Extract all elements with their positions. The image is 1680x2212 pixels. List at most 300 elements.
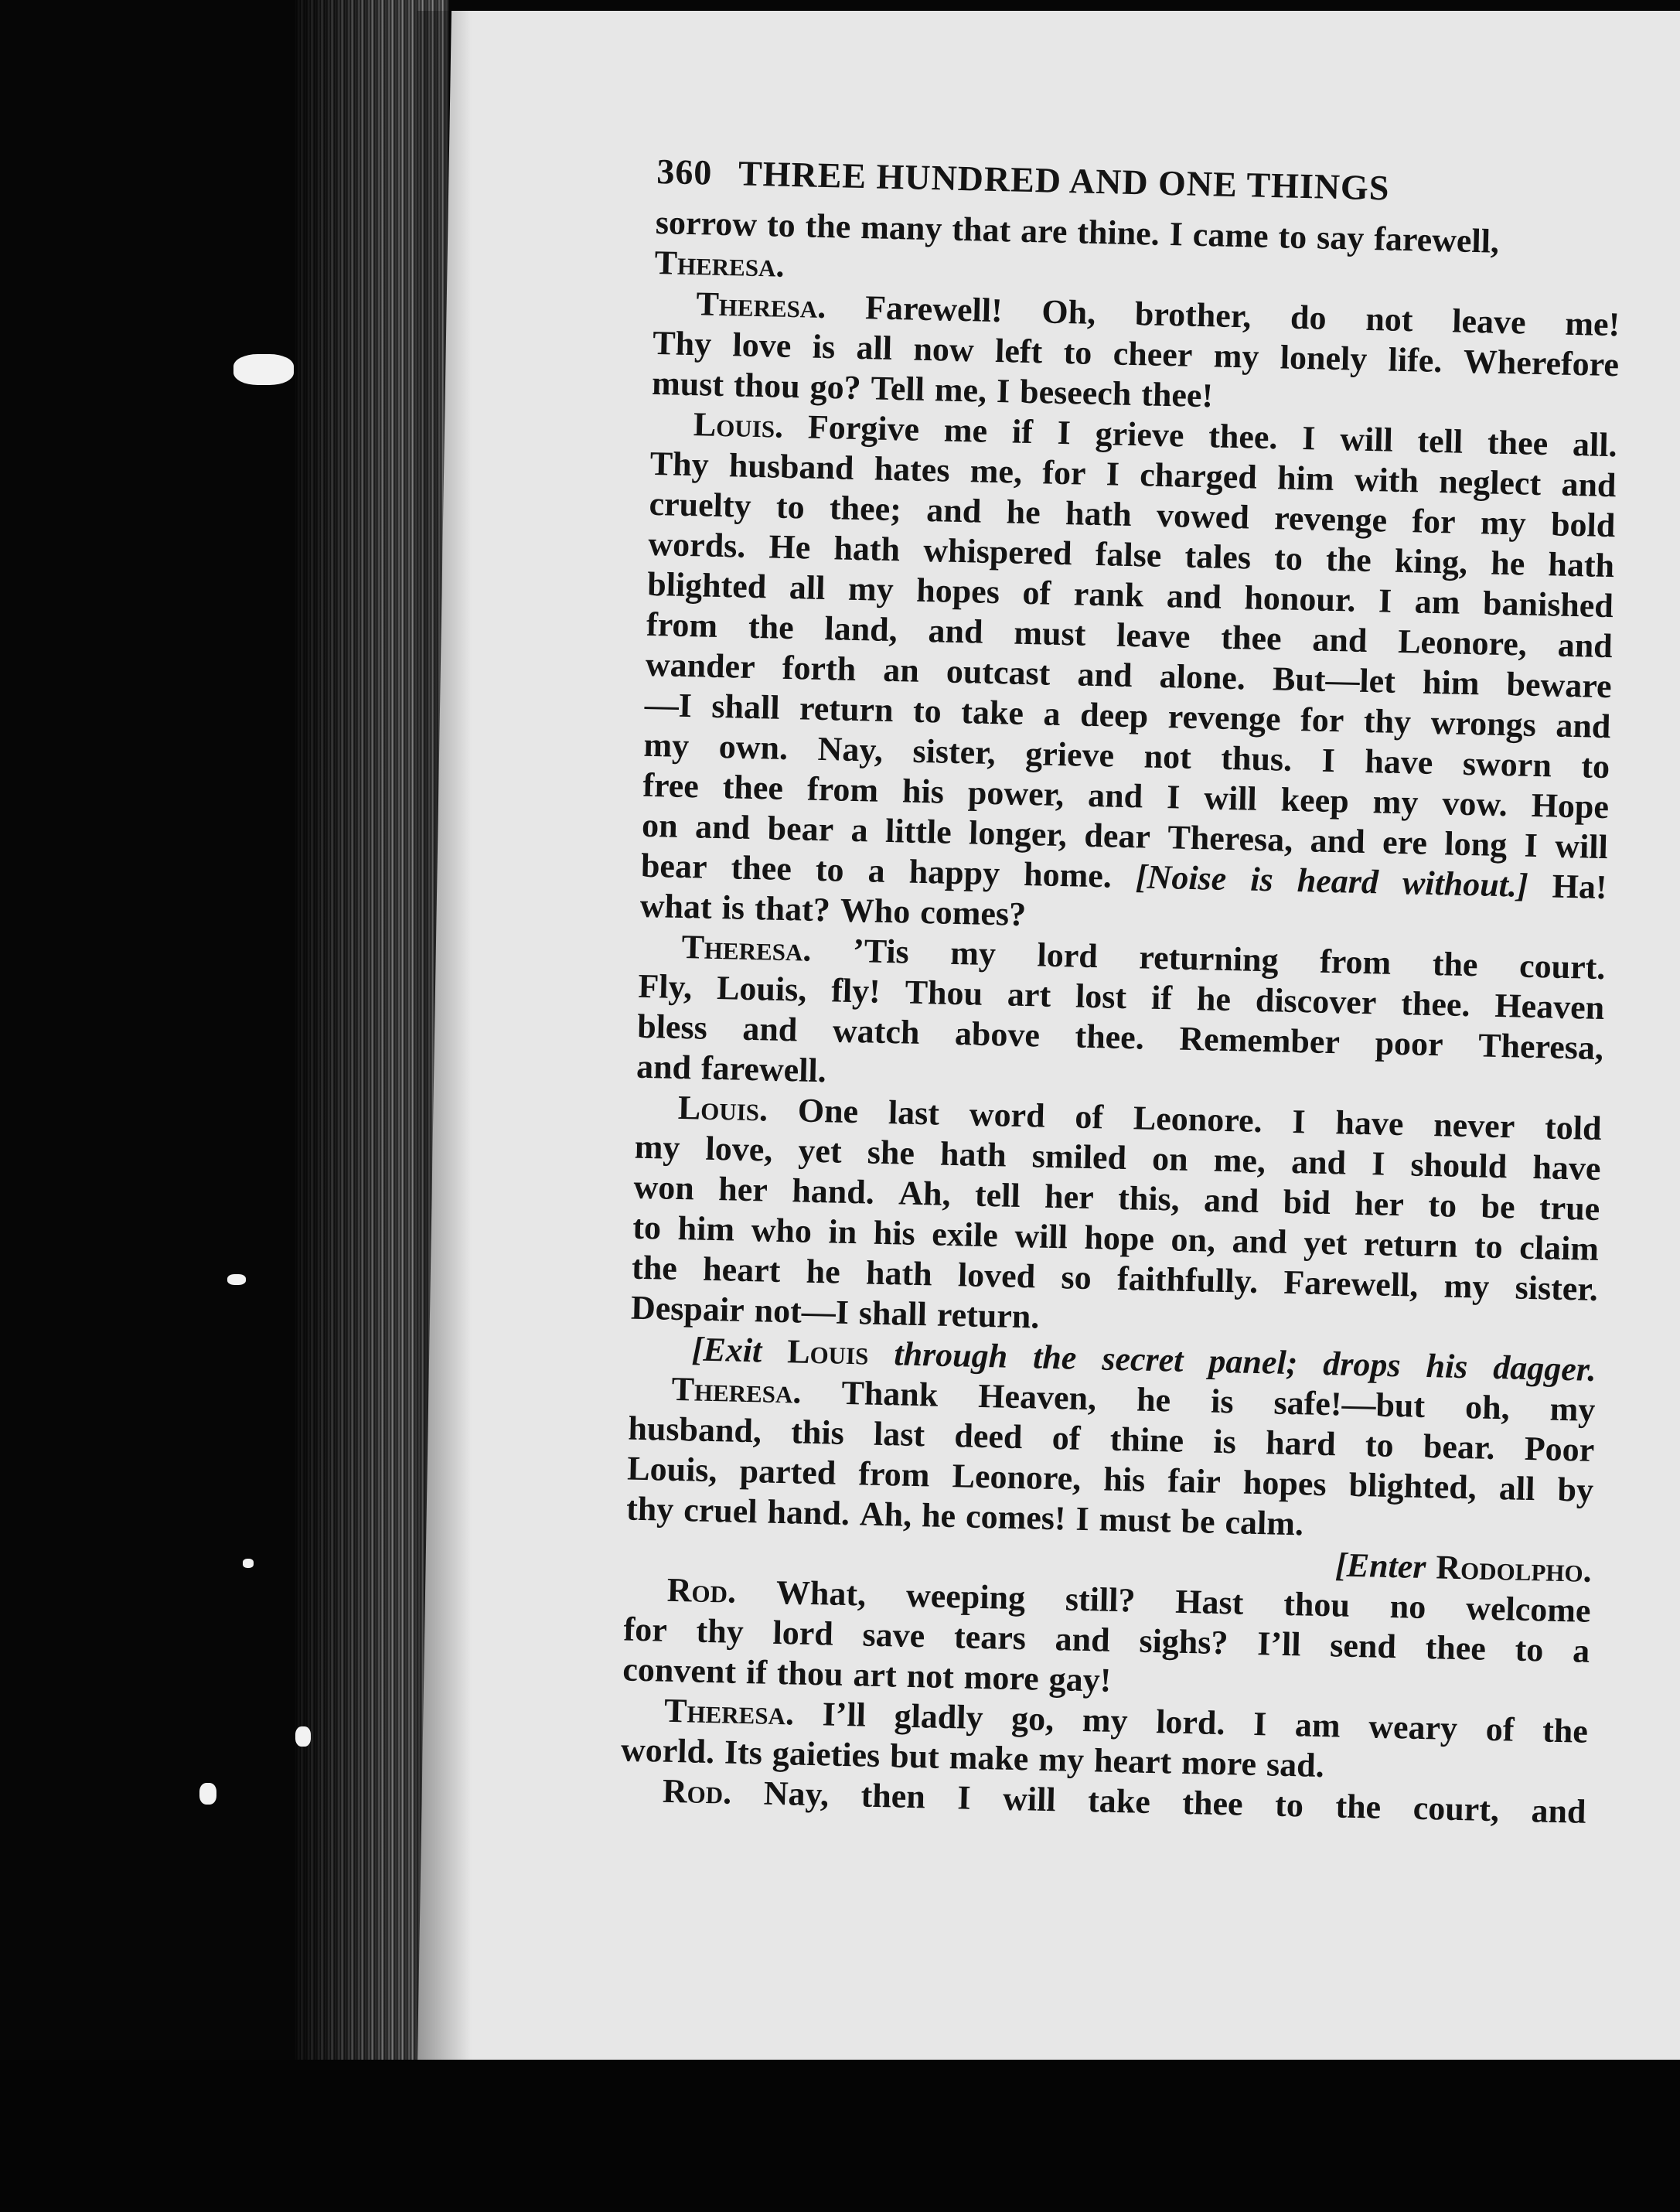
word: cheer: [1113, 334, 1193, 374]
word: all: [856, 328, 893, 367]
word: [Noise: [1135, 857, 1227, 898]
scan-speck: [243, 1559, 254, 1568]
word: leave: [1116, 615, 1191, 656]
word: no: [1389, 1587, 1426, 1627]
word: bear.: [1423, 1426, 1496, 1467]
scan-bottom-margin: [0, 2060, 1680, 2212]
word: hath: [833, 529, 901, 569]
word: Theresa.: [681, 927, 813, 969]
word: her: [717, 1170, 768, 1209]
word: thee: [1425, 1628, 1487, 1668]
word: a: [1043, 694, 1062, 734]
word: must: [1013, 613, 1086, 653]
word: revenge: [1167, 697, 1282, 738]
word: and: [1166, 577, 1222, 616]
word: lonely: [1280, 338, 1368, 378]
body-text: [619, 203, 1622, 1832]
word: who: [751, 1211, 813, 1250]
word: beware: [1506, 665, 1613, 706]
word: home.: [1023, 855, 1113, 895]
word: weeping: [905, 1576, 1026, 1617]
word: hates: [874, 449, 951, 489]
word: not: [1143, 737, 1192, 776]
word: to: [1274, 1785, 1304, 1825]
word: more: [963, 1658, 1040, 1698]
word: the: [1334, 1787, 1382, 1826]
word: is: [1210, 1382, 1235, 1421]
word: comes!: [965, 1497, 1067, 1538]
word: dagger.: [1492, 1348, 1597, 1389]
word: panel;: [1208, 1341, 1298, 1382]
word: yet: [1303, 1223, 1348, 1263]
word: thou: [1283, 1584, 1351, 1624]
word: thy: [625, 1489, 674, 1529]
word: king,: [1394, 541, 1468, 581]
word: to: [1515, 1630, 1544, 1669]
word: I: [1291, 1102, 1307, 1141]
word: and: [1203, 1181, 1259, 1220]
word: not—I: [754, 1291, 850, 1332]
word: Nay,: [763, 1774, 830, 1814]
word: drops: [1322, 1344, 1402, 1385]
word: me,: [969, 452, 1023, 491]
word: happy: [908, 852, 1000, 893]
word: Hope: [1531, 786, 1610, 827]
word: on: [641, 806, 679, 845]
word: the: [748, 607, 795, 647]
word: will: [1339, 420, 1394, 459]
word: husband,: [627, 1409, 762, 1450]
word: make: [949, 1738, 1029, 1778]
word: for: [1300, 700, 1344, 740]
word: is: [812, 327, 836, 366]
word: this,: [1117, 1178, 1181, 1218]
word: he: [1490, 544, 1525, 583]
word: I: [1321, 741, 1336, 780]
word: oh,: [1464, 1388, 1511, 1427]
word: save: [862, 1615, 925, 1655]
word: thee.: [1075, 1017, 1145, 1057]
word: Ha!: [1552, 867, 1608, 907]
word: —I: [644, 685, 693, 725]
word: He: [768, 527, 811, 567]
word: my: [1480, 503, 1527, 543]
word: calm.: [1225, 1503, 1304, 1543]
word: will: [1554, 827, 1609, 867]
word: of: [1074, 1097, 1104, 1137]
word: true: [1539, 1188, 1600, 1229]
word: smiled: [1031, 1137, 1127, 1178]
word: then: [860, 1776, 926, 1816]
word: he: [1196, 980, 1232, 1019]
word: I: [1378, 581, 1392, 620]
page-number: 360: [656, 152, 713, 193]
word: safe!—but: [1273, 1383, 1426, 1425]
word: for: [1041, 453, 1087, 493]
word: Heaven: [1494, 986, 1605, 1028]
word: power,: [967, 773, 1065, 814]
word: thou: [733, 366, 801, 406]
word: secret: [1101, 1339, 1184, 1379]
word: return: [1363, 1225, 1459, 1265]
word: wrongs: [1430, 703, 1537, 744]
word: keep: [1280, 780, 1350, 820]
word: faithfully.: [1116, 1259, 1259, 1301]
word: on,: [1171, 1220, 1216, 1259]
word: and: [1077, 655, 1133, 695]
word: I: [956, 1778, 972, 1817]
word: grieve: [1095, 414, 1185, 455]
word: for: [1411, 502, 1457, 541]
word: the: [1032, 1338, 1077, 1377]
word: sister.: [1515, 1268, 1599, 1308]
word: husband: [728, 446, 854, 487]
word: of: [1022, 573, 1051, 612]
word: thee.: [1400, 984, 1471, 1024]
word: revenge: [1273, 499, 1388, 540]
word: thine: [1109, 1420, 1184, 1460]
word: heart: [702, 1249, 781, 1290]
word: and: [741, 1009, 798, 1049]
word: Thy: [649, 444, 710, 484]
word: watch: [832, 1011, 920, 1051]
word: take: [1087, 1781, 1151, 1822]
word: false: [1095, 534, 1162, 574]
word: farewell,: [1373, 220, 1500, 261]
word: sighs?: [1138, 1621, 1229, 1662]
word: outcast: [946, 652, 1051, 693]
word: heart: [1093, 1741, 1172, 1781]
word: neglect: [1438, 462, 1542, 503]
word: to: [1427, 1185, 1457, 1225]
word: Tell: [871, 369, 925, 408]
word: the: [631, 1248, 678, 1287]
word: tell: [1417, 421, 1464, 461]
word: Rod.: [662, 1771, 732, 1812]
word: Farewell,: [1283, 1263, 1419, 1304]
word: must: [1099, 1500, 1172, 1540]
word: and: [1290, 1142, 1347, 1182]
word: hath: [939, 1134, 1007, 1174]
word: say: [1316, 218, 1365, 257]
scan-speck: [199, 1783, 216, 1805]
word: whispered: [922, 530, 1073, 573]
word: send: [1329, 1626, 1397, 1666]
word: Oh,: [1041, 292, 1096, 332]
word: she: [867, 1133, 915, 1172]
word: for: [623, 1610, 668, 1649]
word: What,: [775, 1573, 867, 1614]
word: will: [1014, 1216, 1068, 1256]
word: comes?: [919, 892, 1027, 934]
word: word: [969, 1095, 1046, 1135]
word: Its: [724, 1733, 763, 1772]
word: Louis.: [677, 1088, 768, 1129]
word: from: [806, 769, 879, 809]
word: rank: [1073, 574, 1144, 615]
word: leave: [1451, 302, 1527, 342]
word: sad.: [1266, 1745, 1325, 1785]
scan-speck: [233, 354, 294, 385]
word: of: [1485, 1709, 1515, 1749]
word: tell: [974, 1175, 1021, 1215]
word: gladly: [894, 1696, 984, 1737]
word: gay!: [1048, 1660, 1112, 1699]
word: and: [1232, 1222, 1288, 1261]
word: charged: [1139, 455, 1258, 496]
word: cruelty: [649, 484, 752, 525]
word: lord: [772, 1613, 834, 1653]
word: won: [633, 1167, 695, 1208]
word: bid: [1283, 1182, 1331, 1222]
word: I’ll: [822, 1695, 867, 1734]
word: bold: [1550, 505, 1616, 545]
word: from: [857, 1454, 931, 1495]
word: me!: [1564, 304, 1620, 344]
word: longer,: [968, 813, 1068, 854]
word: have: [1364, 741, 1433, 782]
word: court,: [1412, 1788, 1500, 1829]
word: do: [1290, 298, 1327, 337]
word: and: [1555, 706, 1611, 746]
gutter-shadow: [417, 11, 472, 2060]
word: farewell.: [700, 1048, 827, 1090]
word: his: [873, 1213, 916, 1253]
word: still?: [1065, 1580, 1136, 1620]
word: fair: [1167, 1461, 1222, 1501]
word: my: [1038, 1740, 1085, 1780]
word: blighted,: [1348, 1465, 1477, 1507]
word: beseech: [1019, 372, 1132, 413]
word: Wherefore: [1463, 342, 1620, 384]
word: go?: [809, 367, 862, 407]
word: thee: [722, 768, 784, 807]
word: without.]: [1402, 864, 1529, 905]
word: blighted: [646, 564, 767, 606]
word: left: [994, 331, 1043, 371]
word: hand.: [791, 1171, 875, 1212]
word: and: [636, 1047, 692, 1087]
word: poor: [1375, 1024, 1444, 1064]
word: free: [642, 765, 700, 806]
word: Theresa,: [1167, 818, 1293, 859]
word: thee: [1181, 1783, 1244, 1823]
word: me,: [934, 370, 987, 410]
word: the: [1432, 945, 1479, 984]
word: Hast: [1174, 1582, 1244, 1622]
word: Rod.: [666, 1570, 737, 1610]
word: love: [732, 325, 792, 365]
word: are: [1020, 211, 1068, 251]
word: But—let: [1272, 660, 1396, 700]
word: hath: [865, 1253, 933, 1293]
word: welcome: [1465, 1589, 1592, 1630]
word: long: [1443, 824, 1508, 864]
word: Thou: [905, 973, 983, 1013]
word: he: [1006, 493, 1041, 532]
word: court.: [1518, 946, 1606, 987]
word: from: [646, 605, 718, 645]
word: life.: [1388, 340, 1443, 380]
word: to: [815, 850, 845, 889]
word: to: [1580, 747, 1610, 786]
word: loved: [957, 1256, 1036, 1296]
word: claim: [1518, 1228, 1600, 1268]
word: forth: [782, 648, 857, 689]
word: Theresa.: [654, 243, 785, 285]
word: all: [1498, 1469, 1535, 1508]
word: gaieties: [772, 1733, 881, 1775]
word: and: [1087, 775, 1143, 816]
word: tales: [1184, 537, 1252, 577]
word: to: [1273, 539, 1303, 578]
word: if: [1150, 978, 1173, 1017]
word: and: [928, 612, 984, 651]
word: have: [1334, 1103, 1404, 1143]
word: thy: [1363, 701, 1412, 741]
word: bear: [767, 809, 834, 849]
word: to: [766, 206, 796, 245]
word: an: [882, 650, 920, 690]
word: world.: [620, 1730, 715, 1771]
word: to: [1063, 332, 1092, 372]
word: [Exit: [691, 1330, 762, 1370]
scan-speck: [227, 1274, 246, 1285]
word: thee!: [1140, 375, 1214, 415]
word: many: [860, 208, 942, 248]
word: take: [960, 693, 1024, 732]
page-text: [619, 152, 1623, 1832]
word: I: [996, 372, 1010, 411]
word: cruel: [683, 1491, 758, 1531]
word: me,: [1213, 1140, 1266, 1181]
word: Thy: [652, 323, 712, 363]
word: Leonore.: [1133, 1099, 1263, 1140]
word: will: [1002, 1779, 1057, 1819]
word: honour.: [1243, 578, 1356, 619]
word: all: [789, 568, 826, 608]
word: I: [1166, 778, 1181, 816]
word: my: [1372, 782, 1419, 822]
word: returning: [1138, 938, 1280, 980]
word: Who: [840, 891, 911, 931]
word: Heaven,: [977, 1376, 1097, 1418]
word: grieve: [1024, 734, 1115, 775]
word: so: [1061, 1258, 1092, 1297]
word: land,: [824, 609, 898, 649]
word: I: [1371, 1144, 1385, 1183]
word: if: [745, 1653, 768, 1692]
word: Rodolpho.: [1435, 1548, 1593, 1590]
word: be: [1181, 1501, 1216, 1541]
word: is: [721, 888, 745, 927]
word: I: [1075, 1499, 1090, 1539]
word: thee: [1220, 618, 1283, 658]
word: brother,: [1134, 295, 1252, 336]
word: my: [1082, 1701, 1129, 1740]
word: to: [912, 691, 942, 731]
word: thou: [776, 1654, 844, 1693]
word: from: [1319, 942, 1392, 982]
word: on: [1151, 1139, 1189, 1178]
word: hath: [1547, 545, 1615, 585]
word: I: [1106, 455, 1120, 493]
running-title: THREE HUNDRED AND ONE THINGS: [738, 153, 1390, 208]
word: by: [1557, 1470, 1594, 1509]
word: the: [1325, 540, 1372, 580]
word: Theresa,: [1477, 1026, 1604, 1068]
word: my: [1443, 1266, 1490, 1306]
word: am: [1294, 1706, 1341, 1745]
word: he: [1136, 1380, 1171, 1420]
word: wander: [645, 645, 756, 687]
word: him: [1276, 458, 1335, 498]
word: shall: [858, 1293, 928, 1334]
word: my: [634, 1127, 680, 1167]
word: thine.: [1076, 213, 1160, 253]
word: and: [1310, 821, 1366, 861]
word: Ah,: [859, 1495, 912, 1534]
word: and: [1557, 625, 1614, 666]
word: a: [867, 851, 886, 890]
word: love,: [705, 1129, 773, 1169]
word: Remember: [1178, 1019, 1341, 1062]
word: more: [1181, 1743, 1257, 1784]
word: his: [1425, 1346, 1468, 1386]
word: and: [1055, 1620, 1111, 1659]
word: last: [873, 1414, 925, 1454]
word: thee: [1487, 423, 1549, 463]
word: is: [1212, 1422, 1237, 1461]
word: him: [677, 1208, 735, 1249]
word: thus.: [1220, 738, 1293, 779]
word: Louis: [786, 1332, 869, 1372]
word: hopes: [915, 571, 1000, 612]
word: last: [888, 1093, 940, 1133]
word: shall: [711, 687, 781, 727]
word: tears: [953, 1617, 1027, 1658]
word: bless: [636, 1007, 708, 1047]
word: deep: [1079, 695, 1149, 735]
word: this: [790, 1413, 845, 1452]
word: to: [1474, 1227, 1504, 1266]
word: my: [1213, 336, 1259, 376]
word: Farewell!: [864, 288, 1004, 330]
word: to: [1278, 217, 1307, 257]
word: should: [1410, 1145, 1508, 1186]
word: bear: [640, 846, 708, 886]
word: weary: [1368, 1707, 1458, 1748]
word: his: [1102, 1460, 1146, 1499]
word: own.: [718, 728, 789, 768]
word: Louis,: [626, 1449, 718, 1490]
word: is: [1249, 860, 1274, 899]
word: exile: [931, 1215, 999, 1255]
word: never: [1433, 1106, 1515, 1146]
word: words.: [647, 524, 746, 565]
word: and: [925, 491, 982, 530]
word: not: [906, 1656, 955, 1696]
word: that: [951, 210, 1011, 250]
word: discover: [1255, 980, 1377, 1022]
word: will: [1203, 779, 1258, 818]
word: I: [1301, 419, 1317, 458]
word: hope: [1083, 1218, 1155, 1258]
word: return.: [936, 1295, 1040, 1336]
word: Louis.: [693, 405, 784, 445]
word: sorrow: [655, 203, 758, 244]
word: Theresa.: [695, 285, 826, 325]
